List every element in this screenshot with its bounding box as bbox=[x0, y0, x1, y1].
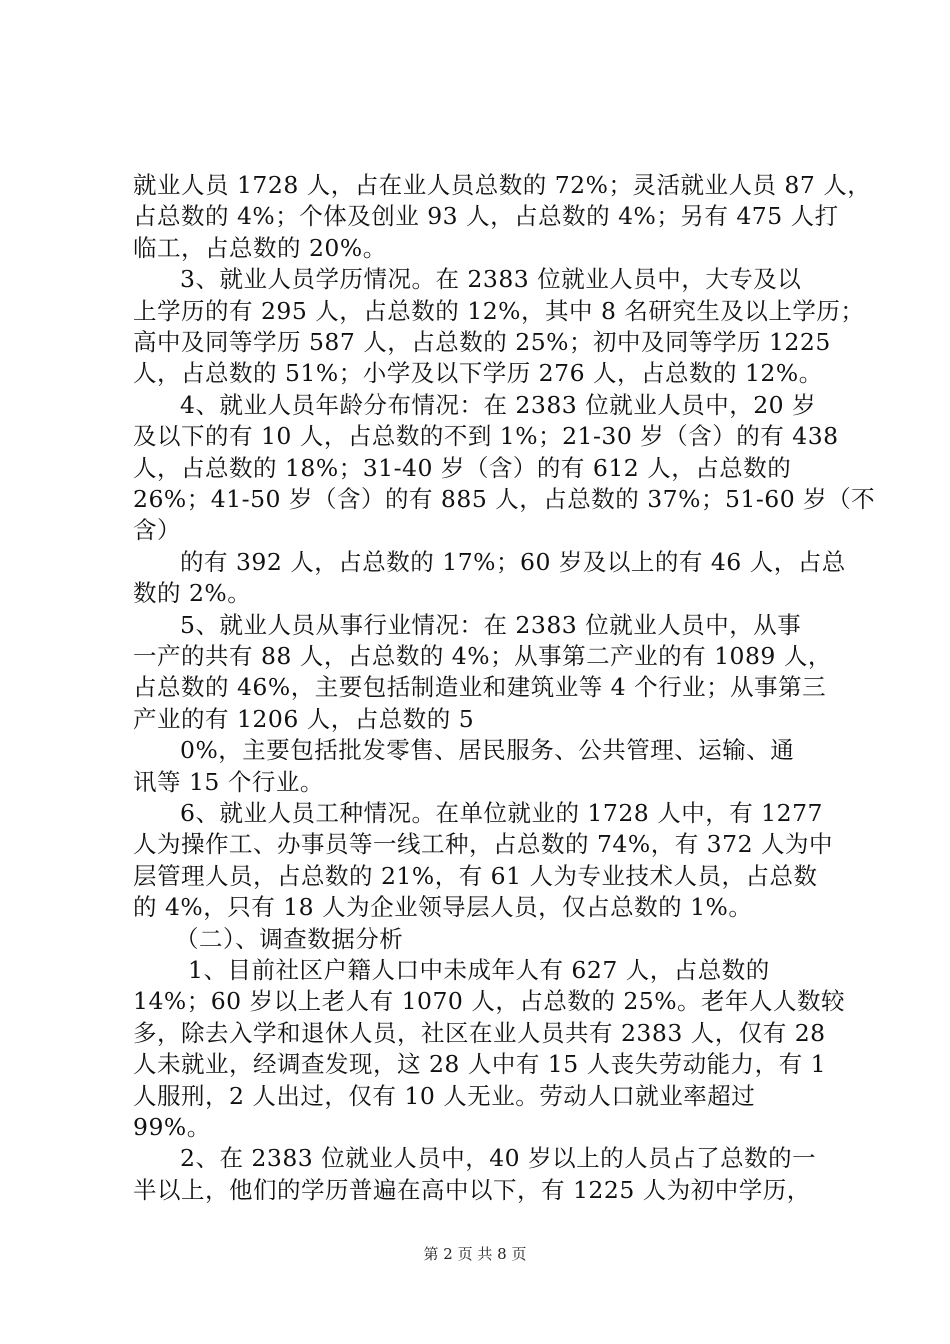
text-line: 人为操作工、办事员等一线工种，占总数的 74%，有 372 人为中 bbox=[133, 830, 833, 859]
text-line: 2、在 2383 位就业人员中，40 岁以上的人员占了总数的一 bbox=[180, 1144, 817, 1173]
section-heading: （二）、调查数据分析 bbox=[175, 924, 404, 953]
text-line: 14%；60 岁以上老人有 1070 人，占总数的 25%。老年人人数较 bbox=[133, 987, 846, 1016]
text-line: 含） bbox=[133, 516, 181, 545]
text-line: 临工，占总数的 20%。 bbox=[133, 233, 387, 262]
text-line: 多，除去入学和退休人员，社区在业人员共有 2383 人，仅有 28 bbox=[133, 1018, 826, 1047]
text-line: 高中及同等学历 587 人，占总数的 25%；初中及同等学历 1225 bbox=[133, 328, 831, 356]
text-line: 就业人员 1728 人，占在业人员总数的 72%；灵活就业人员 87 人， bbox=[133, 171, 872, 199]
text-line: 及以下的有 10 人，占总数的不到 1%；21-30 岁（含）的有 438 bbox=[133, 422, 839, 451]
text-line: 占总数的 4%；个体及创业 93 人，占总数的 4%；另有 475 人打 bbox=[133, 202, 839, 231]
text-line: 人，占总数的 18%；31-40 岁（含）的有 612 人，占总数的 bbox=[133, 453, 792, 482]
text-line: 99%。 bbox=[133, 1113, 211, 1141]
text-line: 5、就业人员从事行业情况：在 2383 位就业人员中，从事 bbox=[180, 610, 802, 639]
text-line: 半以上，他们的学历普遍在高中以下，有 1225 人为初中学历， bbox=[133, 1175, 811, 1204]
text-line: 6、就业人员工种情况。在单位就业的 1728 人中，有 1277 bbox=[180, 799, 823, 827]
text-line: 一产的共有 88 人，占总数的 4%；从事第二产业的有 1089 人， bbox=[133, 642, 832, 670]
text-line: 的有 392 人，占总数的 17%；60 岁及以上的有 46 人，占总 bbox=[180, 547, 846, 576]
text-line: 数的 2%。 bbox=[133, 579, 252, 608]
text-line: 占总数的 46%，主要包括制造业和建筑业等 4 个行业；从事第三 bbox=[133, 673, 827, 702]
text-line: 1、目前社区户籍人口中未成年人有 627 人，占总数的 bbox=[188, 956, 770, 984]
text-line: 26%；41-50 岁（含）的有 885 人，占总数的 37%；51-60 岁（不 bbox=[133, 485, 876, 513]
text-line: 的 4%，只有 18 人为企业领导层人员，仅占总数的 1%。 bbox=[133, 893, 753, 922]
text-line: 上学历的有 295 人，占总数的 12%，其中 8 名研究生及以上学历； bbox=[133, 296, 865, 325]
text-line: 产业的有 1206 人，占总数的 5 bbox=[133, 704, 475, 733]
page-footer: 第 2 页 共 8 页 bbox=[423, 1245, 527, 1263]
text-line: 人服刑，2 人出过，仅有 10 人无业。劳动人口就业率超过 bbox=[133, 1081, 756, 1110]
text-line: 0%，主要包括批发零售、居民服务、公共管理、运输、通 bbox=[180, 736, 795, 765]
text-line: 3、就业人员学历情况。在 2383 位就业人员中，大专及以 bbox=[180, 265, 802, 294]
text-line: 人，占总数的 51%；小学及以下学历 276 人，占总数的 12%。 bbox=[133, 359, 823, 388]
text-line: 层管理人员，占总数的 21%，有 61 人为专业技术人员，占总数 bbox=[133, 861, 818, 890]
text-line: 讯等 15 个行业。 bbox=[133, 767, 324, 796]
text-line: 人未就业，经调查发现，这 28 人中有 15 人丧失劳动能力，有 1 bbox=[133, 1050, 827, 1079]
text-line: 4、就业人员年龄分布情况：在 2383 位就业人员中，20 岁 bbox=[180, 390, 817, 419]
